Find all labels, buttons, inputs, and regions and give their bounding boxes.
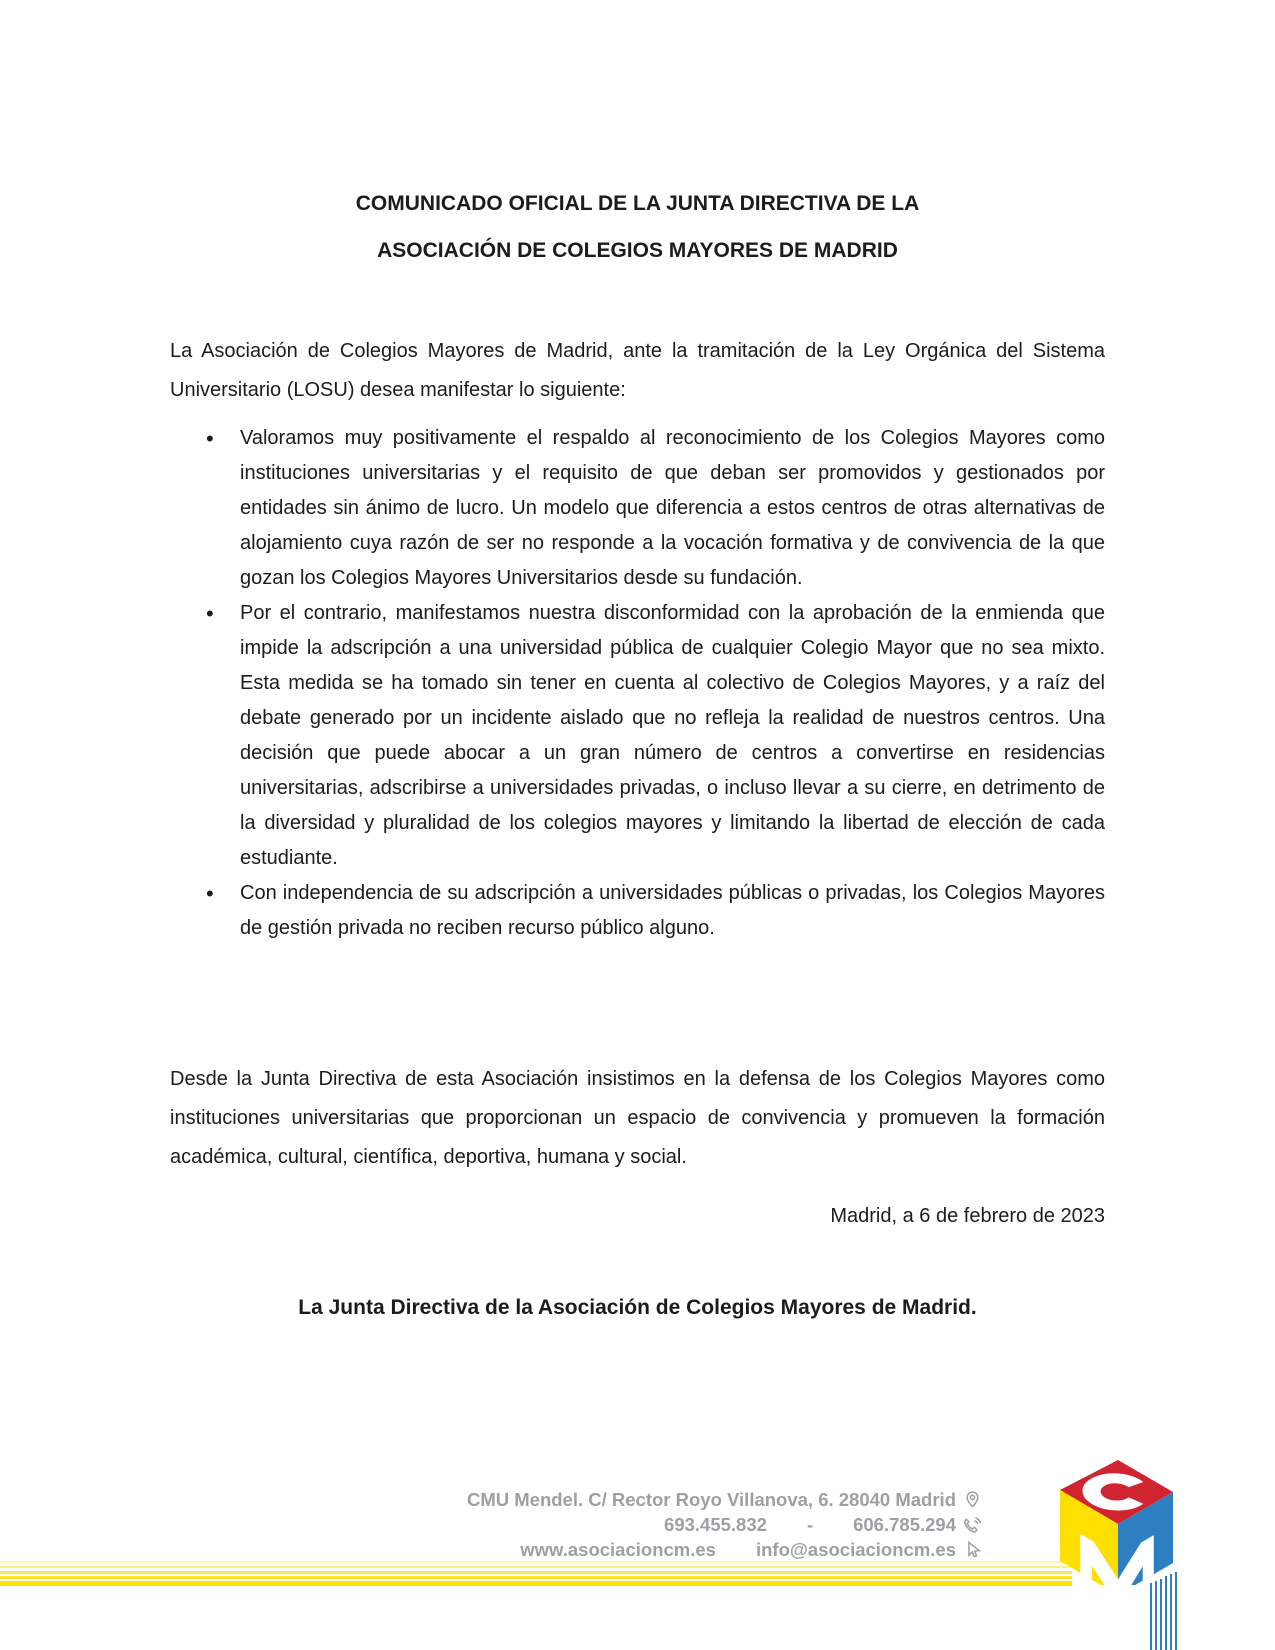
- title-line-2: ASOCIACIÓN DE COLEGIOS MAYORES DE MADRID: [377, 239, 898, 262]
- yellow-stripe: [0, 1571, 1072, 1574]
- footer-address-row: [467, 1487, 982, 1512]
- blue-stripe: [1155, 1581, 1157, 1650]
- signature-line: La Junta Directiva de la Asociación de Colegios Mayores de Madrid.: [298, 1296, 977, 1319]
- blue-stripes-decoration: [1150, 1570, 1184, 1650]
- footer-phone-2: 606.785.294: [853, 1513, 956, 1535]
- document-title: [170, 190, 1105, 265]
- footer-address: CMU Mendel. C/ Rector Royo Villanova, 6. 28040 Madrid: [466, 1488, 956, 1510]
- bullet-item-3: • Con independencia de su adscripción a universidades públicas o privadas, los Colegios Mayores de gestión privada no reciben recurso público alguno.: [240, 876, 1105, 946]
- blue-stripe: [1165, 1576, 1167, 1650]
- closing-paragraph: Desde la Junta Directiva de esta Asociación insistimos en la defensa de los Colegios Mayores como instituciones universitarias que proporcionan un espacio de convivencia y promueven la formación académica, cultural, científica, deportiva, humana y social.: [170, 1068, 1105, 1168]
- yellow-stripe: [0, 1566, 1072, 1568]
- blue-stripe: [1150, 1583, 1152, 1650]
- location-pin-icon: [963, 1490, 982, 1509]
- yellow-stripe: [0, 1561, 1072, 1563]
- bullet-item-1: • Valoramos muy positivamente el respaldo al reconocimiento de los Colegios Mayores como instituciones universitarias y el requisito de que deban ser promovidos y gestionados por entidades sin ánimo de lucro. Un modelo que diferencia a estos centros de otras alternativas de alojamiento cuya razón de ser no responde a la vocación formativa y de convivencia de la que gozan los Colegios Mayores Universitarios desde su fundación.: [240, 421, 1105, 596]
- yellow-stripes-decoration: [0, 1559, 1072, 1589]
- footer-contact-block: [467, 1487, 982, 1562]
- footer-phone-1: 693.455.832: [664, 1513, 767, 1535]
- bullet-item-2: • Por el contrario, manifestamos nuestra disconformidad con la aprobación de la enmienda que impide la adscripción a una universidad pública de cualquier Colegio Mayor que no sea mixto. Esta medida se ha tomado sin tener en cuenta al colectivo de Colegios Mayores, y a raíz del debate generado por un incidente aislado que no refleja la realidad de nuestros centros. Una decisión que puede abocar a un gran número de centros a convertirse en residencias universitarias, adscribirse a universidades privadas, o incluso llevar a su cierre, en detrimento de la diversidad y pluralidad de los colegios mayores y limitando la libertad de elección de cada estudiante.: [240, 596, 1105, 876]
- footer-email: info@asociacioncm.es: [755, 1538, 956, 1560]
- blue-stripe: [1160, 1579, 1162, 1650]
- blue-stripe: [1170, 1574, 1172, 1650]
- bullet-list: [240, 421, 1105, 946]
- footer-phones-row: [467, 1512, 982, 1537]
- footer-website: www.asociacioncm.es: [520, 1538, 716, 1560]
- cursor-arrow-icon: [963, 1540, 982, 1559]
- intro-paragraph: La Asociación de Colegios Mayores de Madrid, ante la tramitación de la Ley Orgánica del Sistema Universitario (LOSU) desea manifestar lo siguiente:: [170, 340, 1105, 401]
- footer-phone-separator: -: [806, 1513, 814, 1535]
- yellow-stripe: [0, 1576, 1072, 1579]
- ringing-phone-icon: [963, 1515, 982, 1534]
- date-line: Madrid, a 6 de febrero de 2023: [830, 1205, 1105, 1227]
- title-line-1: COMUNICADO OFICIAL DE LA JUNTA DIRECTIVA DE LA: [355, 192, 920, 215]
- acm-logo: [1056, 1455, 1181, 1585]
- yellow-stripe: [0, 1581, 1072, 1586]
- acm-logo-cube: [1056, 1455, 1181, 1585]
- blue-stripe: [1175, 1572, 1177, 1650]
